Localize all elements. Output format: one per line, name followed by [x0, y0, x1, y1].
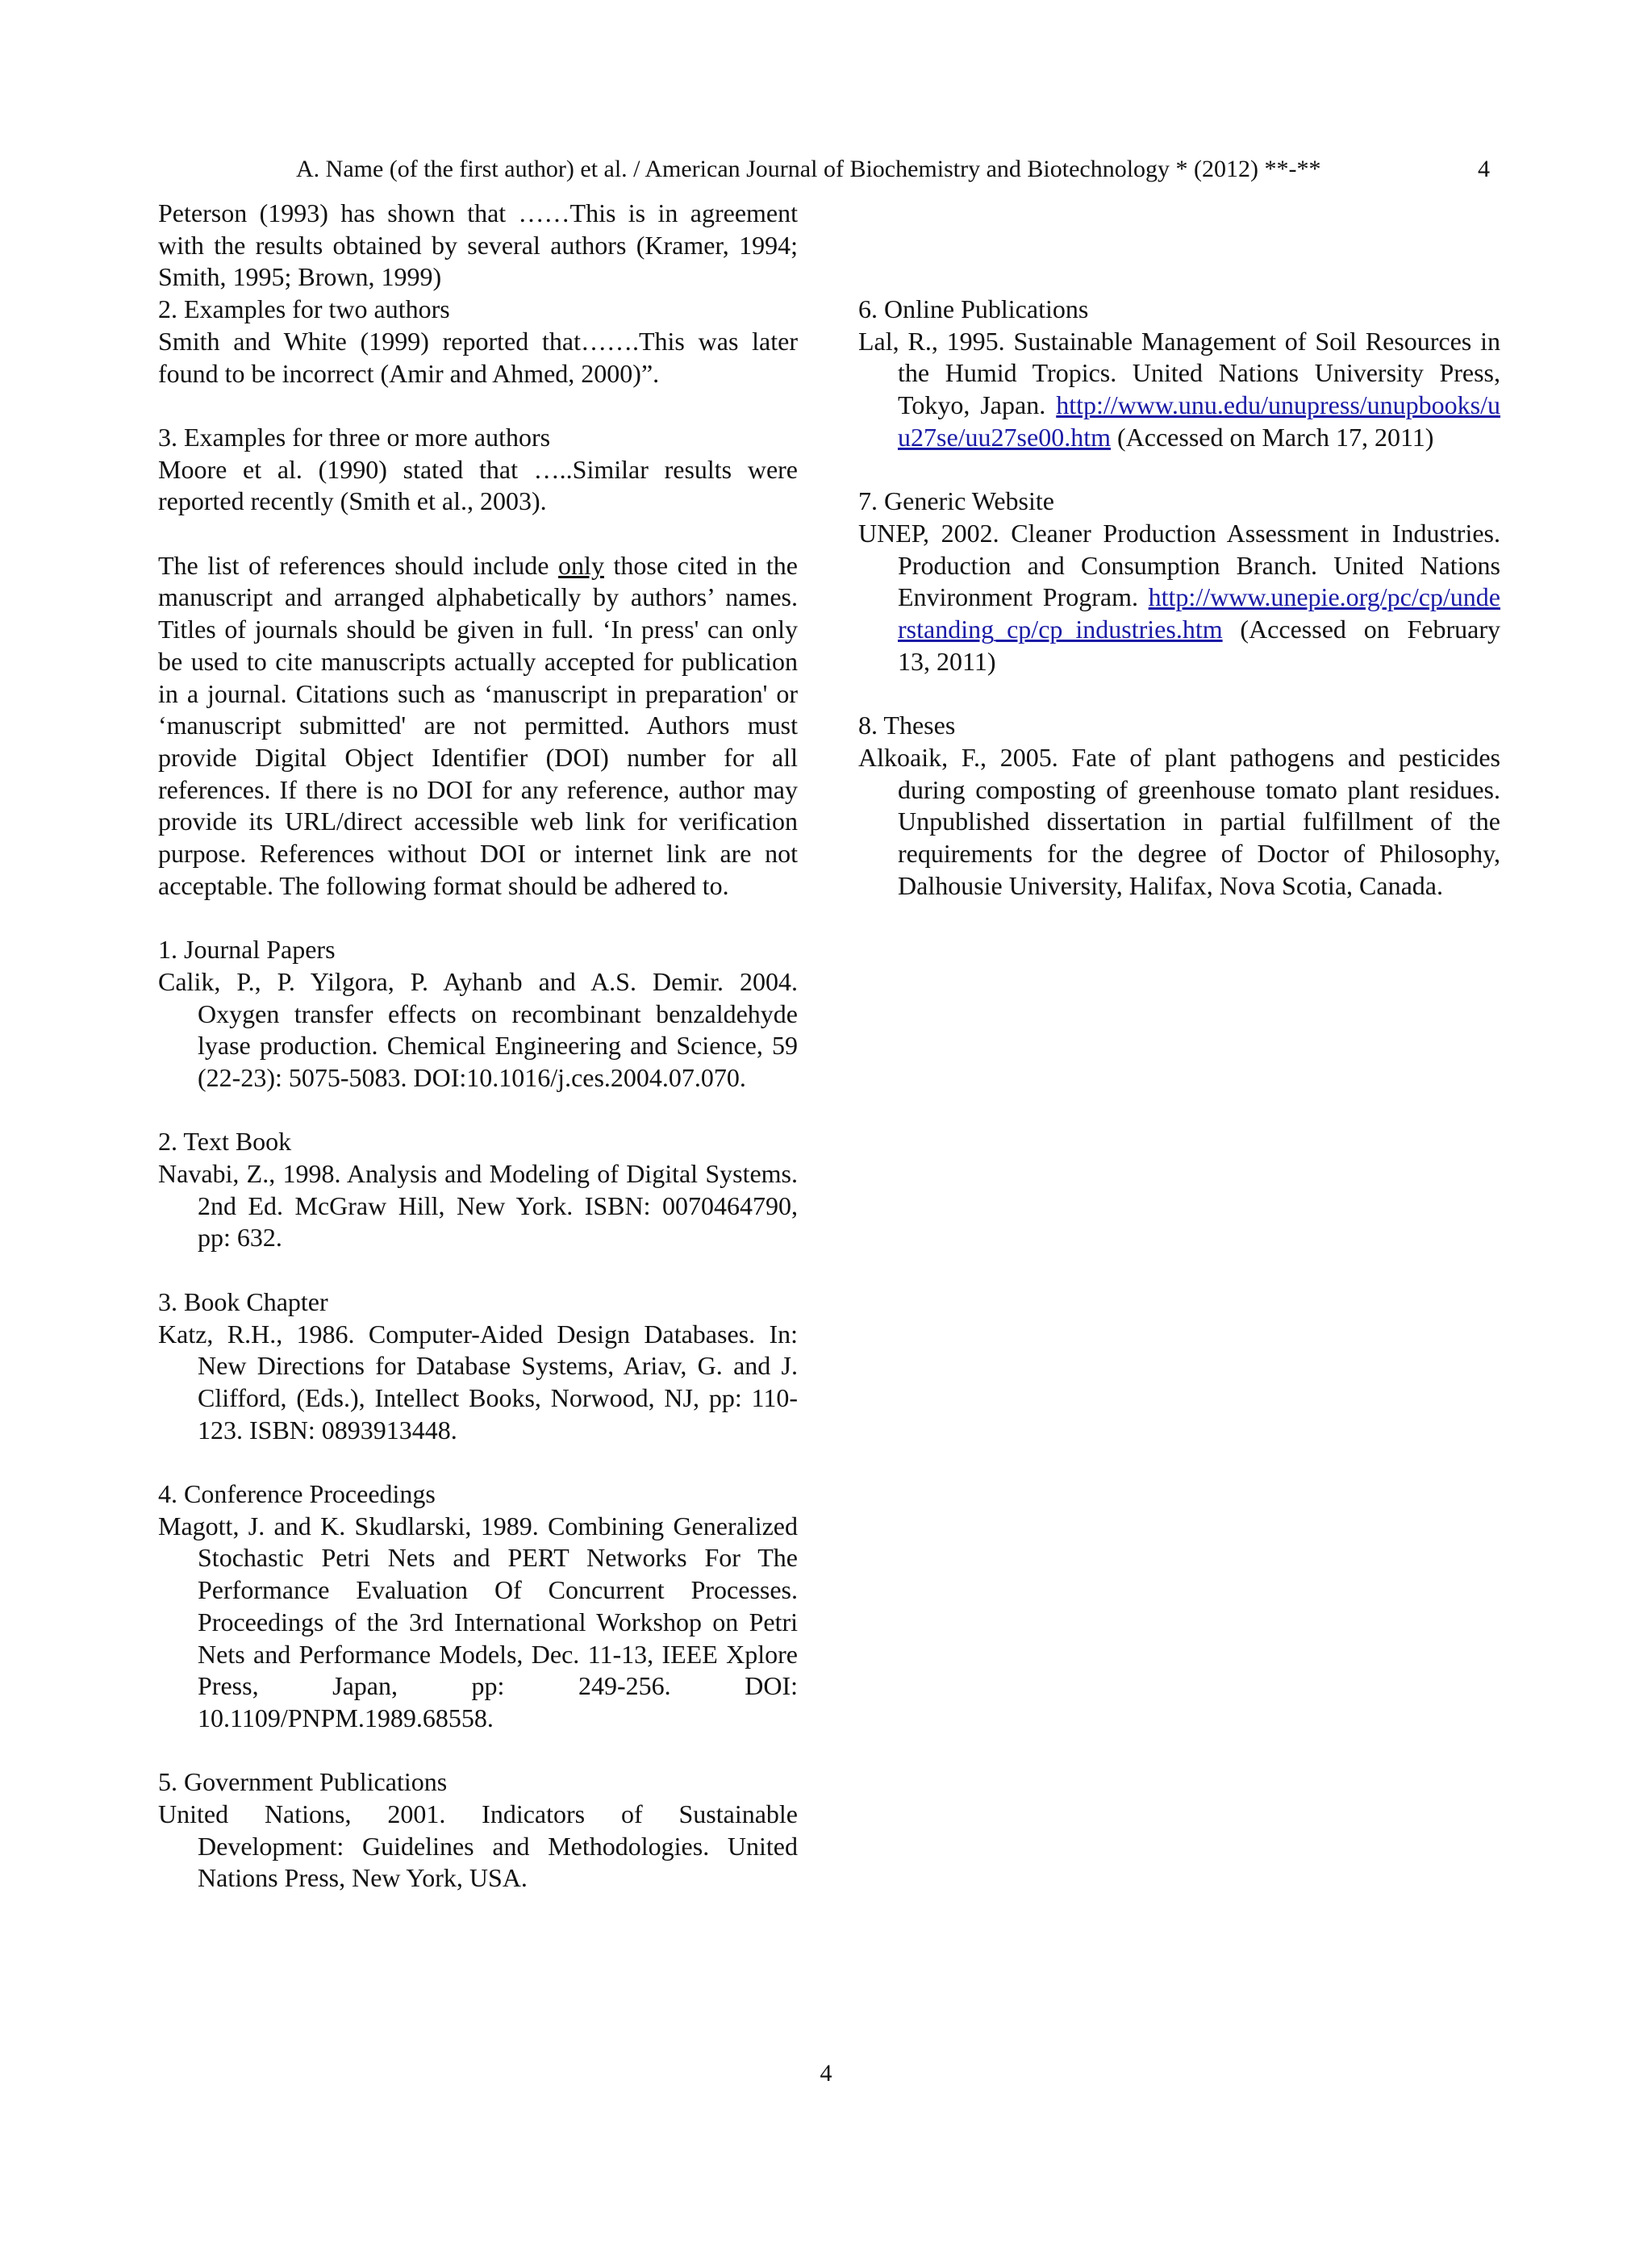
book-chapter-reference: Katz, R.H., 1986. Computer-Aided Design Databases. In: New Directions for Database Systems, Ariav, G. and J. Clifford, (Eds.), Intellect Books, Norwood, NJ, pp: 110-123. ISBN: 0893913448.	[158, 1319, 798, 1445]
conference-proceedings-heading: 4. Conference Proceedings	[158, 1479, 436, 1509]
generic-website-reference	[858, 518, 1500, 678]
book-chapter-heading: 3. Book Chapter	[158, 1286, 328, 1316]
underlined-only: only	[558, 550, 604, 580]
right-column	[858, 294, 1500, 902]
two-authors-example: Smith and White (1999) reported that…….This was later found to be incorrect (Amir and Ahmed, 2000)”.	[158, 326, 798, 388]
three-authors-heading: 3. Examples for three or more authors	[158, 422, 551, 452]
intro-paragraph: Peterson (1993) has shown that ……This is in agreement with the results obtained by several authors (Kramer, 1994; Smith, 1995; Brown, 1999)	[158, 198, 798, 292]
website-accessed-date: (Accessed on February 13, 2011)	[898, 615, 1500, 676]
instructions-text-rest: those cited in the manuscript and arranged alphabetically by authors’ names. Titles of journals should be given in full. ‘In press' can only be used to cite manuscripts actually accepted for publication in a journal. Citations such as ‘manuscript in preparation' or ‘manuscript submitted' are not permitted. Authors must provide Digital Object Identifier (DOI) number for all references. If there is no DOI for any reference, author may provide its URL/direct accessible web link for verification purpose. References without DOI or internet link are not acceptable. The following format should be adhered to.	[158, 550, 799, 900]
page-footer	[0, 2057, 1652, 2090]
page-header	[0, 153, 1652, 186]
journal-papers-heading: 1. Journal Papers	[158, 935, 336, 965]
running-title: A. Name (of the first author) et al. / American Journal of Biochemistry and Biotechnology * (2012) **-**	[296, 156, 1321, 182]
header-page-number: 4	[1478, 156, 1490, 182]
two-authors-heading: 2. Examples for two authors	[158, 294, 450, 324]
online-publication-link[interactable]: http://www.unu.edu/unupress/unupbooks/uu27se/uu27se00.htm	[898, 390, 1500, 452]
website-reference-text: UNEP, 2002. Cleaner Production Assessment in Industries. Production and Consumption Branch. United Nations Environment Program.	[858, 518, 1500, 612]
text-book-heading: 2. Text Book	[158, 1127, 292, 1157]
text-book-reference: Navabi, Z., 1998. Analysis and Modeling of Digital Systems. 2nd Ed. McGraw Hill, New York. ISBN: 0070464790, pp: 632.	[158, 1159, 798, 1253]
footer-page-number: 4	[820, 2060, 832, 2087]
government-publications-heading: 5. Government Publications	[158, 1767, 448, 1797]
reference-list-instructions	[158, 550, 798, 903]
online-accessed-date: (Accessed on March 17, 2011)	[1110, 422, 1434, 452]
journal-paper-reference: Calik, P., P. Yilgora, P. Ayhanb and A.S. Demir. 2004. Oxygen transfer effects on recombinant benzaldehyde lyase production. Chemical Engineering and Science, 59 (22-23): 5075-5083. DOI:10.1016/j.ces.2004.07.070.	[158, 966, 798, 1092]
online-publications-heading: 6. Online Publications	[858, 294, 1089, 323]
theses-reference: Alkoaik, F., 2005. Fate of plant pathogens and pesticides during composting of greenhouse tomato plant residues. Unpublished dissertation in partial fulfillment of the requirements for the degree of Doctor of Philosophy, Dalhousie University, Halifax, Nova Scotia, Canada.	[858, 742, 1500, 900]
instructions-text-start: The list of references should include	[158, 550, 559, 580]
three-authors-example: Moore et al. (1990) stated that …..Similar results were reported recently (Smith et al., 2003).	[158, 454, 798, 516]
theses-heading: 8. Theses	[858, 711, 956, 740]
government-publication-reference: United Nations, 2001. Indicators of Sustainable Development: Guidelines and Methodologies. United Nations Press, New York, USA.	[158, 1799, 798, 1893]
online-publication-reference	[858, 326, 1500, 454]
generic-website-link[interactable]: http://www.unepie.org/pc/cp/understanding_cp/cp_industries.htm	[898, 582, 1500, 644]
online-reference-text: Lal, R., 1995. Sustainable Management of Soil Resources in the Humid Tropics. United Nations University Press, Tokyo, Japan.	[858, 326, 1500, 420]
generic-website-heading: 7. Generic Website	[858, 486, 1054, 516]
conference-proceedings-reference: Magott, J. and K. Skudlarski, 1989. Combining Generalized Stochastic Petri Nets and PERT Networks For The Performance Evaluation Of Concurrent Processes. Proceedings of the 3rd International Workshop on Petri Nets and Performance Models, Dec. 11-13, IEEE Xplore Press, Japan, pp: 249-256. DOI: 10.1109/PNPM.1989.68558.	[158, 1511, 798, 1732]
left-column	[158, 198, 798, 1895]
